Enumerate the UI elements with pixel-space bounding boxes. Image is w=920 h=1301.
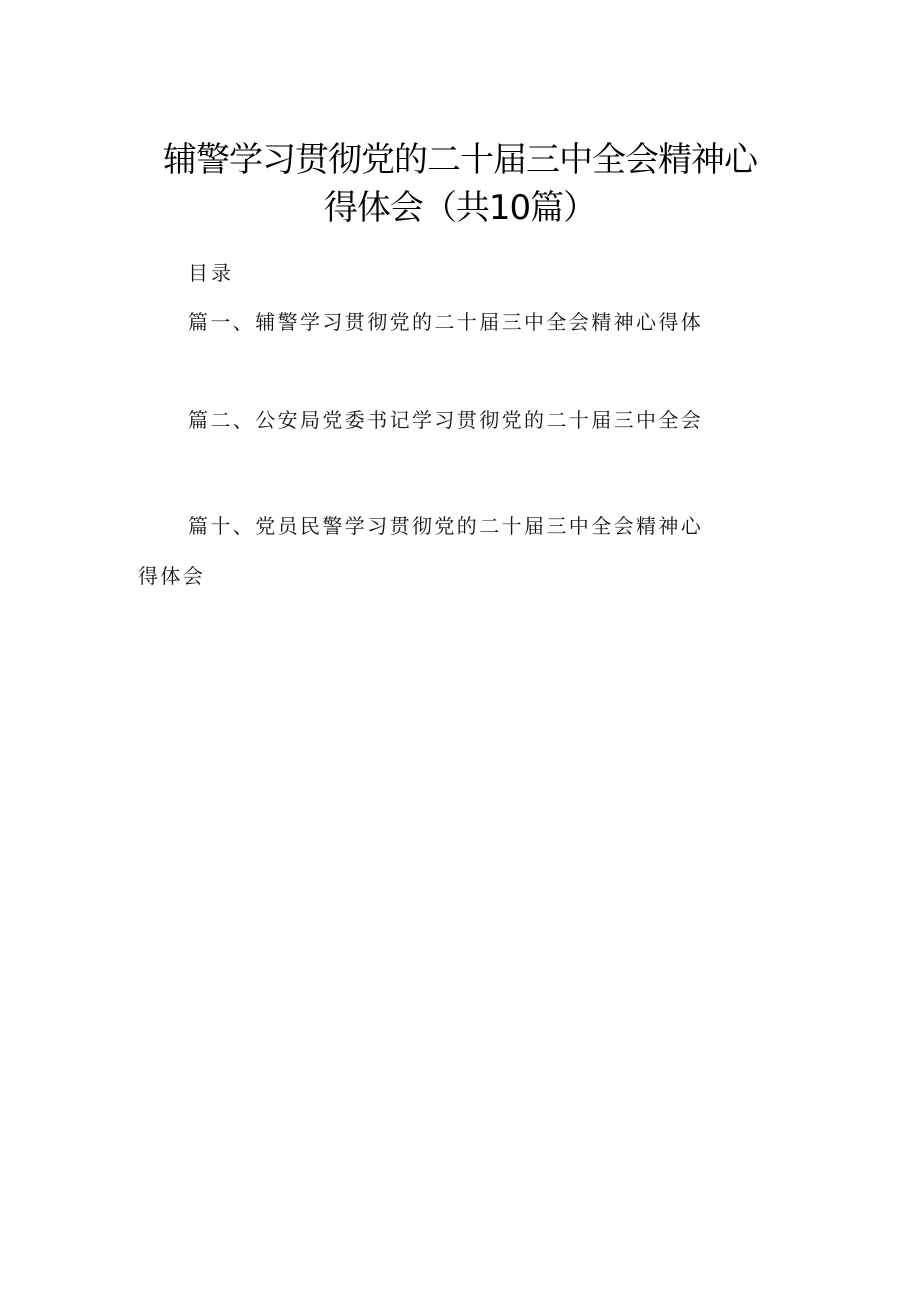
document-title-line-1: 辅警学习贯彻党的二十届三中全会精神心 xyxy=(163,140,757,180)
document-title-line-2: 得体会（共10篇） xyxy=(323,188,597,228)
toc-heading: 目录 xyxy=(188,261,234,285)
toc-item-10-continuation[interactable]: 得体会 xyxy=(138,564,206,588)
toc-item-1[interactable]: 篇一、辅警学习贯彻党的二十届三中全会精神心得体 xyxy=(188,310,704,334)
toc-item-10[interactable]: 篇十、党员民警学习贯彻党的二十届三中全会精神心 xyxy=(188,514,704,538)
document-title xyxy=(0,136,920,232)
toc-item-2[interactable]: 篇二、公安局党委书记学习贯彻党的二十届三中全会 xyxy=(188,408,704,432)
